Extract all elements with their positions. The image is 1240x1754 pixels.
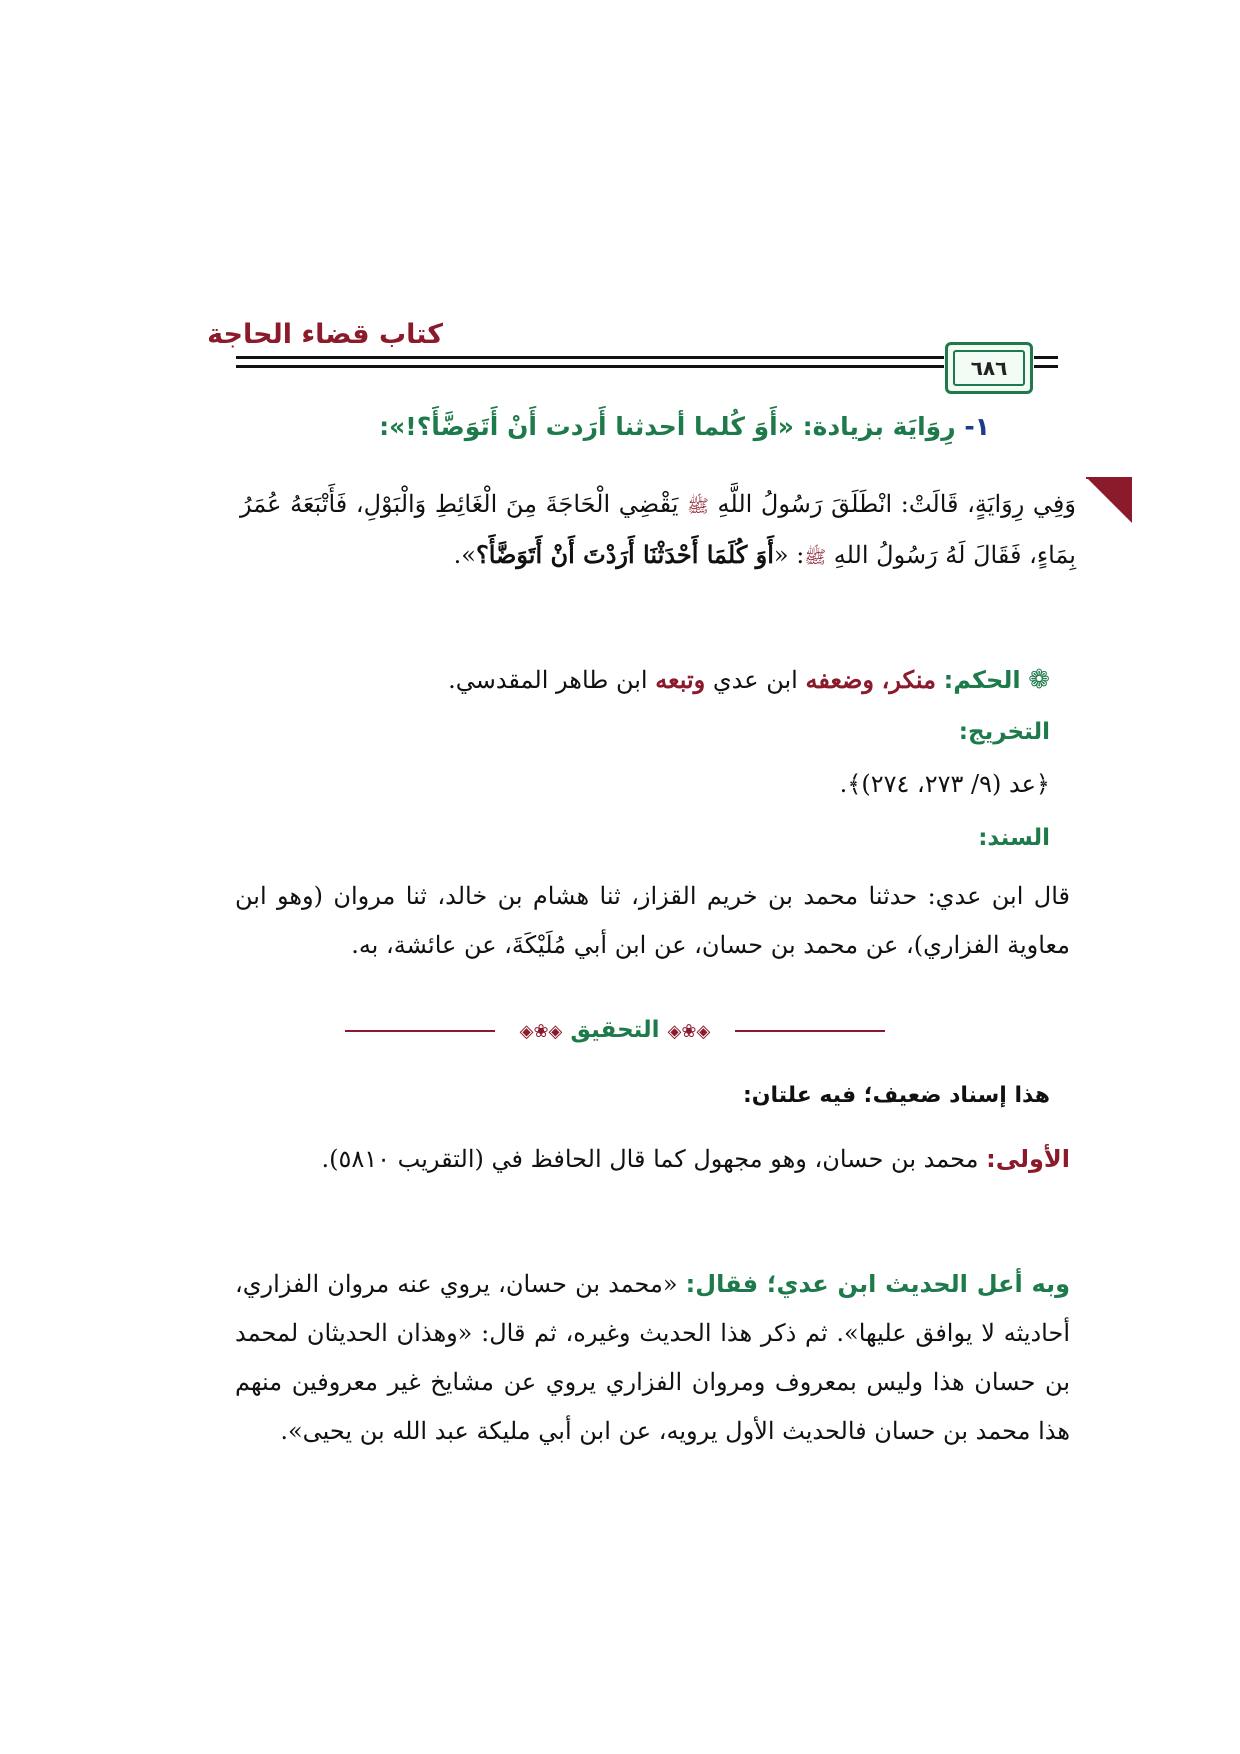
ruling-by-2: ابن طاهر المقدسي. [448, 666, 648, 694]
ruling-label: الحكم: [943, 666, 1021, 694]
header-rule-bottom [236, 365, 944, 368]
takhrij-reference: ﴿عد (٩/ ٢٧٣، ٢٧٤)﴾. [839, 770, 1050, 798]
sanad-text: قال ابن عدي: حدثنا محمد بن خريم القزاز، ثنا هشام بن خالد، ثنا مروان (وهو ابن معاوية الفزاري)، عن محمد بن حسان، عن ابن أبي مُلَيْكَةَ، عن عائشة، به. [235, 882, 1070, 959]
ruling-weakened-by: وضعفه [805, 665, 875, 694]
first-defect-paragraph [235, 1135, 1070, 1184]
header-rule-top [236, 356, 944, 359]
running-header-title: كتاب قضاء الحاجة [207, 319, 443, 350]
ibn-adi-text: «محمد بن حسان، يروي عنه مروان الفزاري، أحاديثه لا يوافق عليها». ثم ذكر هذا الحديث وغيره، ثم قال: «وهذان الحديثان لمحمد بن حسان هذا وليس بمعروف ومروان الفزاري يروي عن مشايخ غير معروفين منهم هذا محمد بن حسان فالحديث الأول يرويه، عن ابن أبي مليكة عبد الله بن يحيى». [235, 1270, 1070, 1445]
narration-part-3: : « [773, 541, 805, 569]
section-heading [190, 405, 990, 449]
corner-ornament [1086, 477, 1132, 523]
salutation-glyph-2: ﷺ [804, 547, 827, 568]
first-defect-text: محمد بن حسان، وهو مجهول كما قال الحافظ في (التقريب ٥٨١٠). [321, 1145, 979, 1173]
ruling-by-1: ابن عدي [712, 666, 798, 694]
ruling-followed: وتبعه [655, 665, 706, 694]
narration-quote: أَوَ كُلَمَا أَحْدَثْنَا أَرَدْتَ أَنْ أَتَوَضَّأَ؟ [475, 540, 774, 569]
header-rule-right-top [1034, 356, 1058, 359]
section-heading-text: رِوَايَة بزيادة: «أَوَ كُلما أحدثنا أَرَدت أَنْ أَتَوَضَّأَ؟!»: [379, 412, 956, 441]
first-defect-lead: الأولى: [986, 1145, 1070, 1173]
ornament-icon: ◈❀◈ [667, 1021, 711, 1042]
page-number: ٦٨٦ [953, 350, 1025, 386]
tahqiq-label: التحقيق [570, 1017, 660, 1043]
tahqiq-heading [345, 1010, 885, 1052]
ruling-verdict: منكر، [881, 665, 936, 694]
narration-text [240, 480, 1076, 582]
salutation-glyph: ﷺ [687, 496, 709, 517]
narration-part-2: يَقْضِي الْحَاجَةَ مِنَ الْغَائِطِ وَالْبَوْلِ، فَأَتْبَعَهُ عُمَرُ بِمَاءٍ، فَقَالَ لَهُ رَسُولُ اللهِ [240, 490, 1076, 569]
ibn-adi-paragraph [235, 1260, 1070, 1456]
flower-icon: ❁ [1028, 665, 1050, 695]
sanad-label: السند: [978, 825, 1050, 851]
tahqiq-divider [345, 1010, 885, 1050]
page-number-box [945, 342, 1033, 394]
narration-part-1: وَفِي رِوَايَةٍ، قَالَتْ: انْطَلَقَ رَسُولُ اللَّهِ [717, 490, 1076, 518]
ornament-icon-2: ◈❀◈ [519, 1021, 563, 1042]
section-number: ١- [964, 412, 990, 441]
narration-closing: ». [453, 541, 476, 569]
takhrij-label: التخريج: [958, 719, 1050, 745]
tahqiq-intro: هذا إسناد ضعيف؛ فيه علتان: [742, 1083, 1050, 1108]
ruling-line [230, 658, 1050, 702]
ibn-adi-lead: وبه أعل الحديث ابن عدي؛ فقال: [685, 1270, 1070, 1298]
header-rule-right-bottom [1034, 365, 1058, 368]
